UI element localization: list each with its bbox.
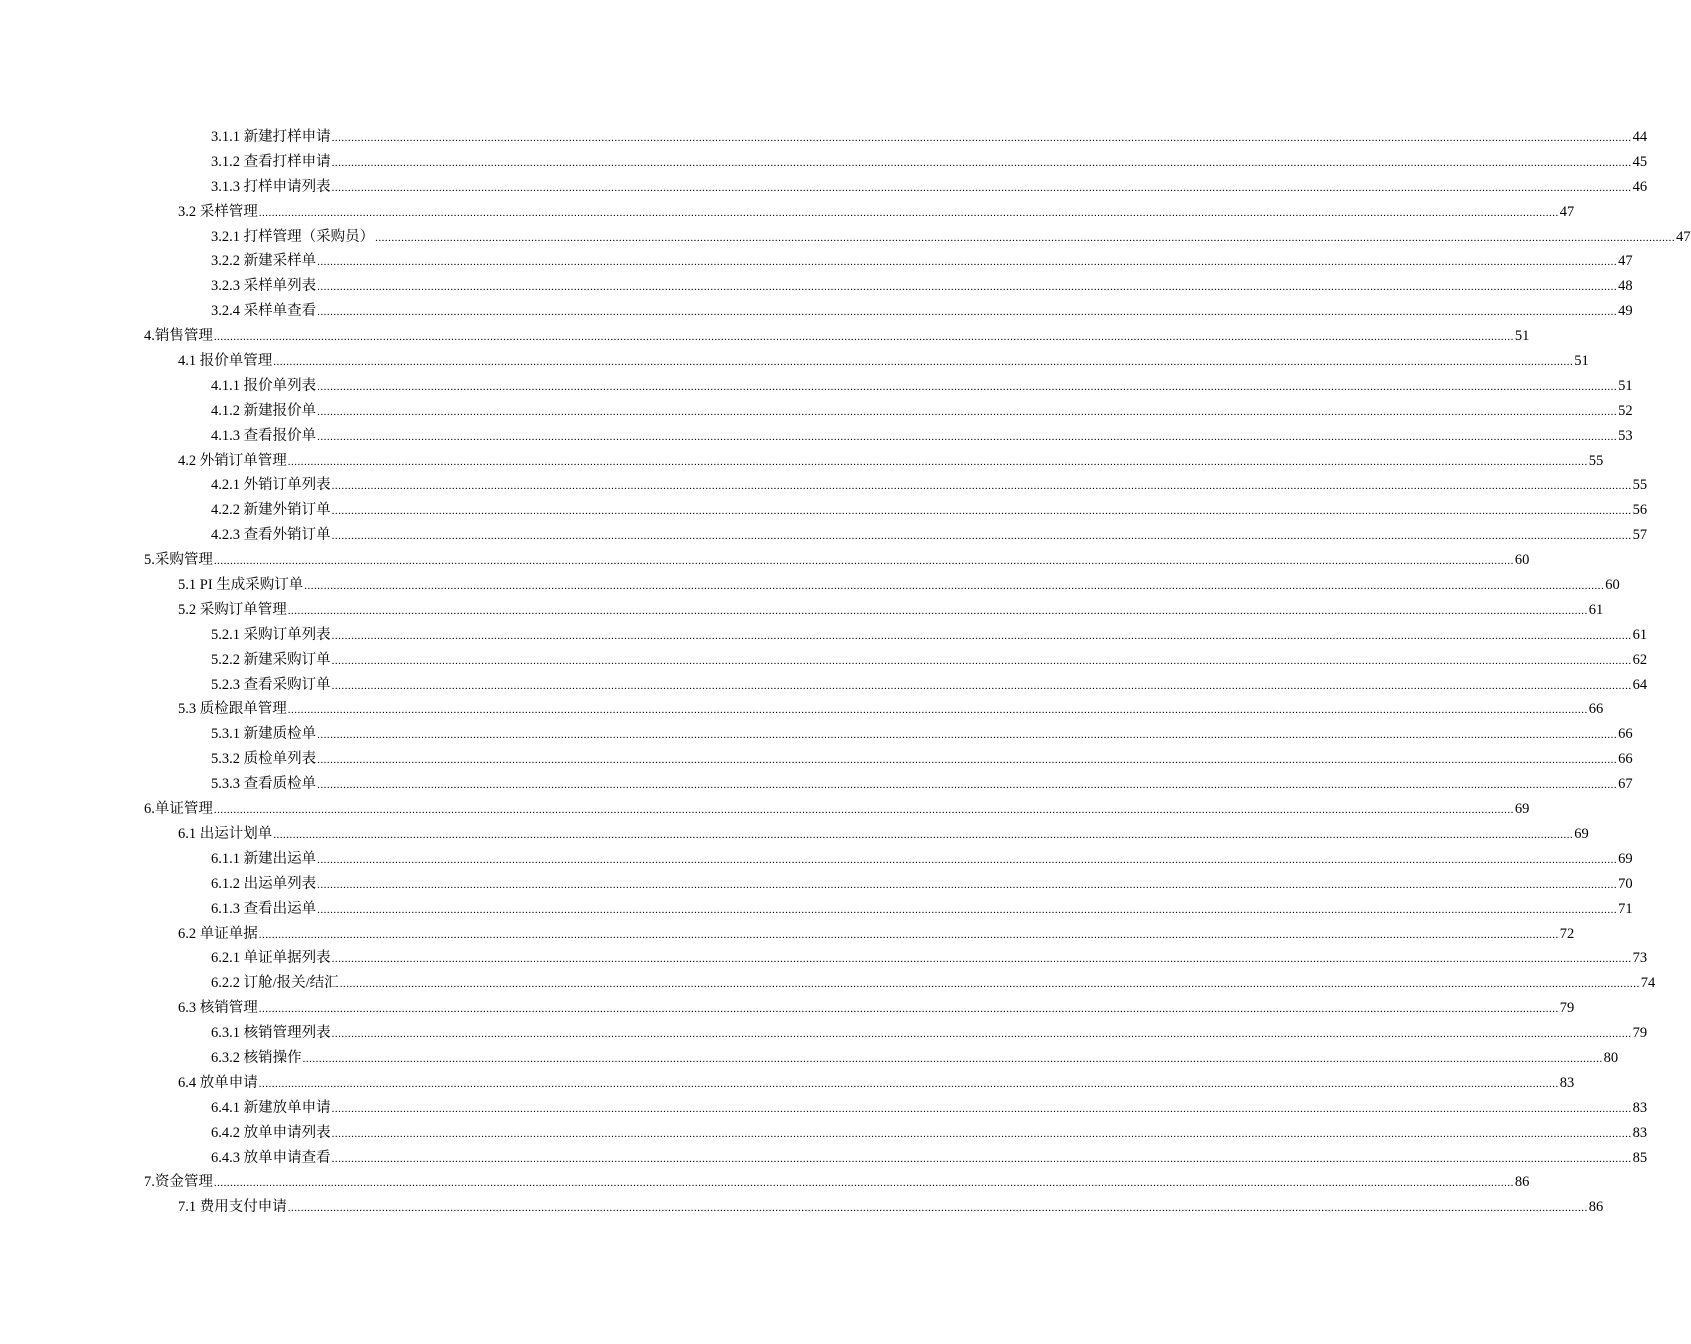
- toc-entry-page-number: 74: [1640, 975, 1656, 992]
- toc-entry[interactable]: [0, 349, 1589, 374]
- toc-dot-leader: ................................................................................................................................................................................................................................................................................................................................................................................................................: [213, 804, 1514, 817]
- toc-entry-label: 5.2 采购订单管理: [178, 601, 287, 618]
- toc-entry[interactable]: [0, 399, 1633, 424]
- toc-entry-label: 3.1.2 查看打样申请: [211, 153, 331, 170]
- toc-dot-leader: ................................................................................................................................................................................................................................................................................................................................................................................................................: [339, 978, 1640, 991]
- toc-dot-leader: ................................................................................................................................................................................................................................................................................................................................................................................................................: [331, 1028, 1632, 1041]
- toc-entry-page-number: 47: [1676, 228, 1691, 245]
- toc-entry[interactable]: [0, 1046, 1619, 1071]
- toc-entry[interactable]: [0, 673, 1648, 698]
- toc-entry[interactable]: [0, 971, 1656, 996]
- toc-entry[interactable]: [0, 125, 1648, 150]
- toc-dot-leader: ................................................................................................................................................................................................................................................................................................................................................................................................................: [273, 356, 1574, 369]
- toc-dot-leader: ................................................................................................................................................................................................................................................................................................................................................................................................................: [304, 580, 1605, 593]
- toc-entry-page-number: 79: [1559, 1000, 1575, 1017]
- toc-dot-leader: ................................................................................................................................................................................................................................................................................................................................................................................................................: [317, 779, 1618, 792]
- toc-entry-page-number: 51: [1618, 377, 1633, 394]
- toc-entry-label: 6.3.2 核销操作: [211, 1049, 302, 1066]
- toc-entry-page-number: 64: [1632, 676, 1648, 693]
- toc-dot-leader: ................................................................................................................................................................................................................................................................................................................................................................................................................: [258, 1003, 1559, 1016]
- toc-entry-page-number: 46: [1632, 178, 1648, 195]
- toc-dot-leader: ................................................................................................................................................................................................................................................................................................................................................................................................................: [317, 256, 1618, 269]
- toc-entry-page-number: 55: [1632, 477, 1648, 494]
- toc-dot-leader: ................................................................................................................................................................................................................................................................................................................................................................................................................: [258, 1077, 1559, 1090]
- toc-entry-page-number: 67: [1618, 776, 1633, 793]
- toc-entry-label: 5.1 PI 生成采购订单: [178, 577, 304, 594]
- toc-entry[interactable]: [0, 1121, 1648, 1146]
- toc-dot-leader: ................................................................................................................................................................................................................................................................................................................................................................................................................: [258, 928, 1559, 941]
- toc-entry-label: 3.2.1 打样管理（采购员）: [211, 228, 375, 245]
- toc-entry[interactable]: [0, 1071, 1575, 1096]
- toc-dot-leader: ................................................................................................................................................................................................................................................................................................................................................................................................................: [317, 380, 1618, 393]
- toc-entry-page-number: 61: [1632, 626, 1648, 643]
- toc-entry[interactable]: [0, 648, 1648, 673]
- toc-entry-label: 6.4.2 放单申请列表: [211, 1124, 331, 1141]
- toc-entry-page-number: 57: [1632, 527, 1648, 544]
- toc-list: [0, 125, 1691, 1220]
- toc-dot-leader: ................................................................................................................................................................................................................................................................................................................................................................................................................: [287, 704, 1588, 717]
- toc-dot-leader: ................................................................................................................................................................................................................................................................................................................................................................................................................: [287, 604, 1588, 617]
- toc-entry-label: 6.1.3 查看出运单: [211, 900, 317, 917]
- toc-entry-page-number: 52: [1618, 402, 1633, 419]
- toc-entry-label: 7.1 费用支付申请: [178, 1199, 287, 1216]
- toc-entry[interactable]: [0, 150, 1648, 175]
- toc-entry-label: 4.2.2 新建外销订单: [211, 502, 331, 519]
- toc-entry-label: 6.4.3 放单申请查看: [211, 1149, 331, 1166]
- toc-entry-label: 5.3 质检跟单管理: [178, 701, 287, 718]
- toc-dot-leader: ................................................................................................................................................................................................................................................................................................................................................................................................................: [317, 281, 1618, 294]
- toc-entry[interactable]: [0, 225, 1691, 250]
- toc-dot-leader: ................................................................................................................................................................................................................................................................................................................................................................................................................: [213, 555, 1514, 568]
- toc-entry[interactable]: [0, 697, 1604, 722]
- toc-entry-label: 4.销售管理: [144, 328, 213, 345]
- toc-entry[interactable]: [0, 424, 1633, 449]
- toc-entry[interactable]: [0, 449, 1604, 474]
- toc-entry[interactable]: [0, 797, 1530, 822]
- toc-entry-page-number: 73: [1632, 950, 1648, 967]
- toc-entry-label: 4.2.3 查看外销订单: [211, 527, 331, 544]
- toc-dot-leader: ................................................................................................................................................................................................................................................................................................................................................................................................................: [302, 1052, 1603, 1065]
- toc-dot-leader: ................................................................................................................................................................................................................................................................................................................................................................................................................: [317, 903, 1618, 916]
- toc-dot-leader: ................................................................................................................................................................................................................................................................................................................................................................................................................: [331, 156, 1632, 169]
- toc-entry-label: 4.2 外销订单管理: [178, 452, 287, 469]
- toc-entry-page-number: 61: [1588, 601, 1604, 618]
- toc-entry-page-number: 80: [1603, 1049, 1619, 1066]
- toc-entry[interactable]: [0, 772, 1633, 797]
- toc-entry[interactable]: [0, 946, 1648, 971]
- toc-entry-label: 3.2.4 采样单查看: [211, 303, 317, 320]
- toc-entry[interactable]: [0, 722, 1633, 747]
- toc-dot-leader: ................................................................................................................................................................................................................................................................................................................................................................................................................: [317, 729, 1618, 742]
- toc-entry[interactable]: [0, 1170, 1530, 1195]
- toc-entry[interactable]: [0, 324, 1530, 349]
- toc-dot-leader: ................................................................................................................................................................................................................................................................................................................................................................................................................: [331, 1102, 1632, 1115]
- toc-entry-page-number: 60: [1514, 552, 1530, 569]
- toc-entry-page-number: 72: [1559, 925, 1575, 942]
- toc-entry-page-number: 83: [1559, 1074, 1575, 1091]
- toc-entry-page-number: 49: [1618, 303, 1633, 320]
- toc-dot-leader: ................................................................................................................................................................................................................................................................................................................................................................................................................: [287, 455, 1588, 468]
- toc-entry-page-number: 44: [1632, 129, 1648, 145]
- toc-dot-leader: ................................................................................................................................................................................................................................................................................................................................................................................................................: [317, 405, 1618, 418]
- toc-dot-leader: ................................................................................................................................................................................................................................................................................................................................................................................................................: [331, 505, 1632, 518]
- toc-entry[interactable]: [0, 872, 1633, 897]
- toc-entry-label: 3.1.3 打样申请列表: [211, 178, 331, 195]
- toc-entry-label: 3.2 采样管理: [178, 203, 258, 220]
- toc-entry[interactable]: [0, 249, 1633, 274]
- toc-entry-page-number: 79: [1632, 1025, 1648, 1042]
- toc-entry[interactable]: [0, 473, 1648, 498]
- toc-entry[interactable]: [0, 175, 1648, 200]
- toc-entry-page-number: 70: [1618, 875, 1633, 892]
- toc-entry[interactable]: [0, 573, 1620, 598]
- toc-entry[interactable]: [0, 922, 1575, 947]
- toc-entry-label: 6.1 出运计划单: [178, 825, 273, 842]
- toc-dot-leader: ................................................................................................................................................................................................................................................................................................................................................................................................................: [331, 1127, 1632, 1140]
- toc-entry[interactable]: [0, 1195, 1604, 1220]
- toc-entry-label: 3.1.1 新建打样申请: [211, 129, 331, 145]
- toc-entry-page-number: 62: [1632, 651, 1648, 668]
- toc-entry-page-number: 60: [1605, 577, 1620, 594]
- toc-dot-leader: ................................................................................................................................................................................................................................................................................................................................................................................................................: [317, 754, 1618, 767]
- toc-entry-page-number: 56: [1632, 502, 1648, 519]
- toc-entry-label: 4.2.1 外销订单列表: [211, 477, 331, 494]
- toc-entry[interactable]: [0, 1096, 1648, 1121]
- toc-entry-page-number: 86: [1588, 1199, 1604, 1216]
- toc-dot-leader: ................................................................................................................................................................................................................................................................................................................................................................................................................: [331, 654, 1632, 667]
- toc-entry[interactable]: [0, 1146, 1648, 1171]
- toc-entry-label: 6.1.1 新建出运单: [211, 850, 317, 867]
- toc-entry[interactable]: [0, 548, 1530, 573]
- toc-entry-page-number: 47: [1559, 203, 1575, 220]
- toc-entry-label: 6.2.2 订舱/报关/结汇: [211, 975, 339, 992]
- toc-entry-label: 3.2.2 新建采样单: [211, 253, 317, 270]
- toc-dot-leader: ................................................................................................................................................................................................................................................................................................................................................................................................................: [258, 206, 1559, 219]
- toc-dot-leader: ................................................................................................................................................................................................................................................................................................................................................................................................................: [375, 231, 1676, 244]
- toc-entry[interactable]: [0, 822, 1589, 847]
- toc-dot-leader: ................................................................................................................................................................................................................................................................................................................................................................................................................: [273, 828, 1574, 841]
- toc-entry-page-number: 85: [1632, 1149, 1648, 1166]
- toc-entry-label: 5.2.1 采购订单列表: [211, 626, 331, 643]
- toc-entry-label: 4.1 报价单管理: [178, 353, 273, 370]
- toc-entry-label: 4.1.3 查看报价单: [211, 427, 317, 444]
- toc-entry-label: 6.1.2 出运单列表: [211, 875, 317, 892]
- toc-entry[interactable]: [0, 299, 1633, 324]
- toc-entry-page-number: 48: [1618, 278, 1633, 295]
- toc-entry-page-number: 83: [1632, 1099, 1648, 1116]
- toc-entry[interactable]: [0, 200, 1575, 225]
- toc-entry-label: 5.2.3 查看采购订单: [211, 676, 331, 693]
- table-of-contents: [0, 125, 1691, 1220]
- toc-dot-leader: ................................................................................................................................................................................................................................................................................................................................................................................................................: [317, 306, 1618, 319]
- toc-entry-label: 7.资金管理: [144, 1174, 213, 1191]
- toc-entry-label: 5.采购管理: [144, 552, 213, 569]
- toc-entry[interactable]: [0, 623, 1648, 648]
- toc-entry-page-number: 66: [1618, 726, 1633, 743]
- toc-entry-page-number: 66: [1588, 701, 1604, 718]
- toc-entry-label: 4.1.2 新建报价单: [211, 402, 317, 419]
- toc-dot-leader: ................................................................................................................................................................................................................................................................................................................................................................................................................: [287, 1202, 1588, 1215]
- toc-entry-page-number: 51: [1574, 353, 1589, 370]
- toc-entry[interactable]: [0, 274, 1633, 299]
- toc-dot-leader: ................................................................................................................................................................................................................................................................................................................................................................................................................: [213, 1177, 1514, 1190]
- toc-entry[interactable]: [0, 498, 1648, 523]
- toc-dot-leader: ................................................................................................................................................................................................................................................................................................................................................................................................................: [331, 629, 1632, 642]
- toc-dot-leader: ................................................................................................................................................................................................................................................................................................................................................................................................................: [331, 181, 1632, 194]
- toc-dot-leader: ................................................................................................................................................................................................................................................................................................................................................................................................................: [331, 953, 1632, 966]
- toc-entry-page-number: 45: [1632, 153, 1648, 170]
- toc-dot-leader: ................................................................................................................................................................................................................................................................................................................................................................................................................: [331, 1152, 1632, 1165]
- toc-entry-label: 6.3 核销管理: [178, 1000, 258, 1017]
- toc-dot-leader: ................................................................................................................................................................................................................................................................................................................................................................................................................: [317, 430, 1618, 443]
- toc-entry-label: 6.2.1 单证单据列表: [211, 950, 331, 967]
- toc-dot-leader: ................................................................................................................................................................................................................................................................................................................................................................................................................: [331, 132, 1632, 144]
- toc-entry-label: 6.2 单证单据: [178, 925, 258, 942]
- toc-entry-page-number: 83: [1632, 1124, 1648, 1141]
- toc-entry[interactable]: [0, 996, 1575, 1021]
- toc-entry-label: 3.2.3 采样单列表: [211, 278, 317, 295]
- toc-entry[interactable]: [0, 598, 1604, 623]
- toc-entry-label: 5.3.2 质检单列表: [211, 751, 317, 768]
- toc-entry[interactable]: [0, 374, 1633, 399]
- toc-dot-leader: ................................................................................................................................................................................................................................................................................................................................................................................................................: [331, 530, 1632, 543]
- toc-entry-label: 6.单证管理: [144, 801, 213, 818]
- toc-entry[interactable]: [0, 747, 1633, 772]
- toc-entry-page-number: 69: [1574, 825, 1589, 842]
- toc-entry-page-number: 86: [1514, 1174, 1530, 1191]
- toc-entry-page-number: 51: [1514, 328, 1530, 345]
- toc-entry-label: 6.4.1 新建放单申请: [211, 1099, 331, 1116]
- toc-dot-leader: ................................................................................................................................................................................................................................................................................................................................................................................................................: [331, 679, 1632, 692]
- toc-entry-label: 5.3.1 新建质检单: [211, 726, 317, 743]
- toc-entry[interactable]: [0, 523, 1648, 548]
- toc-entry-page-number: 66: [1618, 751, 1633, 768]
- toc-entry-page-number: 55: [1588, 452, 1604, 469]
- toc-entry[interactable]: [0, 897, 1633, 922]
- toc-entry[interactable]: [0, 847, 1633, 872]
- toc-entry-page-number: 69: [1514, 801, 1530, 818]
- toc-entry-page-number: 69: [1618, 850, 1633, 867]
- toc-entry-label: 5.3.3 查看质检单: [211, 776, 317, 793]
- toc-entry-label: 5.2.2 新建采购订单: [211, 651, 331, 668]
- toc-entry-page-number: 53: [1618, 427, 1633, 444]
- toc-entry-label: 6.4 放单申请: [178, 1074, 258, 1091]
- toc-entry-label: 6.3.1 核销管理列表: [211, 1025, 331, 1042]
- toc-entry-label: 4.1.1 报价单列表: [211, 377, 317, 394]
- toc-dot-leader: ................................................................................................................................................................................................................................................................................................................................................................................................................: [317, 878, 1618, 891]
- toc-dot-leader: ................................................................................................................................................................................................................................................................................................................................................................................................................: [331, 480, 1632, 493]
- toc-entry[interactable]: [0, 1021, 1648, 1046]
- toc-dot-leader: ................................................................................................................................................................................................................................................................................................................................................................................................................: [317, 853, 1618, 866]
- toc-dot-leader: ................................................................................................................................................................................................................................................................................................................................................................................................................: [213, 331, 1514, 344]
- toc-entry-page-number: 71: [1618, 900, 1633, 917]
- toc-entry-page-number: 47: [1618, 253, 1633, 270]
